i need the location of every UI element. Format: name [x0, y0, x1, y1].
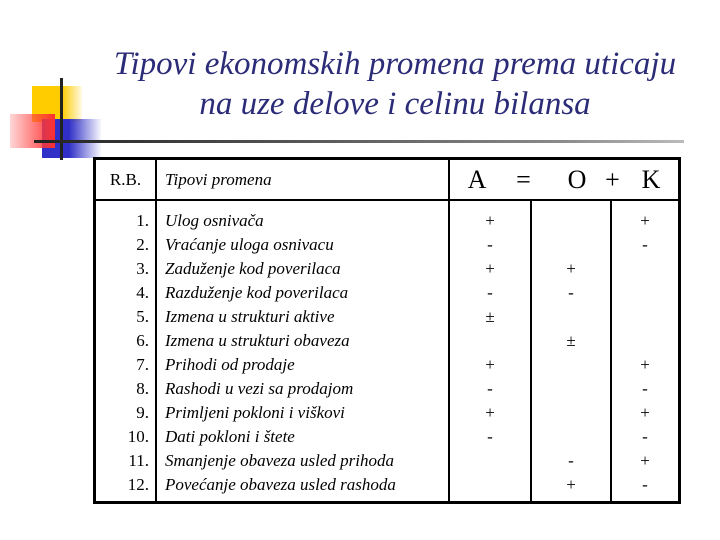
cell-k: [612, 281, 678, 305]
cell-name: Izmena u strukturi aktive: [165, 307, 335, 326]
cell-a: [450, 329, 530, 353]
cell-k: +: [640, 355, 650, 374]
header-plus: +: [605, 164, 620, 194]
cell-name: Dati pokloni i štete: [165, 427, 295, 446]
cell-o: [532, 233, 610, 257]
cell-name: Zaduženje kod poverilaca: [165, 259, 341, 278]
decor-horizontal-line: [34, 140, 684, 143]
cell-a: +: [485, 211, 495, 230]
cell-a: +: [485, 259, 495, 278]
cell-rb: 10.: [127, 427, 149, 446]
cell-a: -: [487, 379, 493, 398]
cell-o: [532, 305, 610, 329]
cell-a: [450, 473, 530, 497]
cell-a: -: [487, 235, 493, 254]
cell-o: -: [568, 451, 574, 470]
cell-o: -: [568, 283, 574, 302]
header-eq: =: [516, 164, 531, 194]
cell-k: [612, 257, 678, 281]
header-equation: [449, 159, 680, 201]
header-k: K: [641, 164, 661, 194]
cell-o: [532, 377, 610, 401]
cell-rb: 8.: [136, 379, 149, 398]
table-body: [95, 200, 680, 503]
cell-rb: 2.: [136, 235, 149, 254]
name-column: [156, 200, 449, 503]
cell-rb: 1.: [136, 211, 149, 230]
cell-o: [532, 353, 610, 377]
cell-k: +: [640, 451, 650, 470]
cell-rb: 4.: [136, 283, 149, 302]
slide-title: Tipovi ekonomskih promena prema uticaju na uze delove i celinu bilansa: [113, 46, 677, 122]
cell-k: +: [640, 403, 650, 422]
cell-k: -: [642, 475, 648, 494]
o-column: [531, 200, 611, 503]
cell-name: Ulog osnivača: [165, 211, 264, 230]
cell-rb: 11.: [128, 451, 149, 470]
table-header: [95, 159, 680, 201]
cell-rb: 6.: [136, 331, 149, 350]
cell-a: -: [487, 427, 493, 446]
cell-k: -: [642, 427, 648, 446]
cell-a: -: [487, 283, 493, 302]
cell-a: [450, 449, 530, 473]
cell-rb: 9.: [136, 403, 149, 422]
cell-o: [532, 209, 610, 233]
decor-vertical-line: [60, 78, 63, 160]
cell-k: -: [642, 379, 648, 398]
cell-name: Razduženje kod poverilaca: [165, 283, 349, 302]
header-a: A: [467, 164, 487, 194]
header-rb: R.B.: [95, 159, 157, 201]
cell-name: Vraćanje uloga osnivacu: [165, 235, 334, 254]
k-column: [611, 200, 680, 503]
cell-name: Prihodi od prodaje: [165, 355, 295, 374]
header-o: O: [567, 164, 587, 194]
changes-table: [93, 157, 681, 504]
cell-o: +: [566, 259, 576, 278]
cell-rb: 3.: [136, 259, 149, 278]
a-column: [449, 200, 531, 503]
cell-name: Primljeni pokloni i viškovi: [165, 403, 345, 422]
cell-a: +: [485, 403, 495, 422]
cell-o: [532, 425, 610, 449]
cell-a: +: [485, 355, 495, 374]
cell-rb: 7.: [136, 355, 149, 374]
cell-name: Rashodi u vezi sa prodajom: [165, 379, 354, 398]
cell-rb: 5.: [136, 307, 149, 326]
cell-name: Izmena u strukturi obaveza: [165, 331, 350, 350]
cell-rb: 12.: [127, 475, 149, 494]
header-name: Tipovi promena: [156, 159, 449, 201]
cell-a: ±: [485, 307, 495, 326]
cell-name: Smanjenje obaveza usled prihoda: [165, 451, 394, 470]
cell-o: +: [566, 475, 576, 494]
cell-k: -: [642, 235, 648, 254]
cell-k: +: [640, 211, 650, 230]
rb-column: [95, 200, 157, 503]
cell-k: [612, 305, 678, 329]
cell-k: [612, 329, 678, 353]
cell-o: [532, 401, 610, 425]
cell-name: Povećanje obaveza usled rashoda: [165, 475, 396, 494]
cell-o: ±: [566, 331, 576, 350]
